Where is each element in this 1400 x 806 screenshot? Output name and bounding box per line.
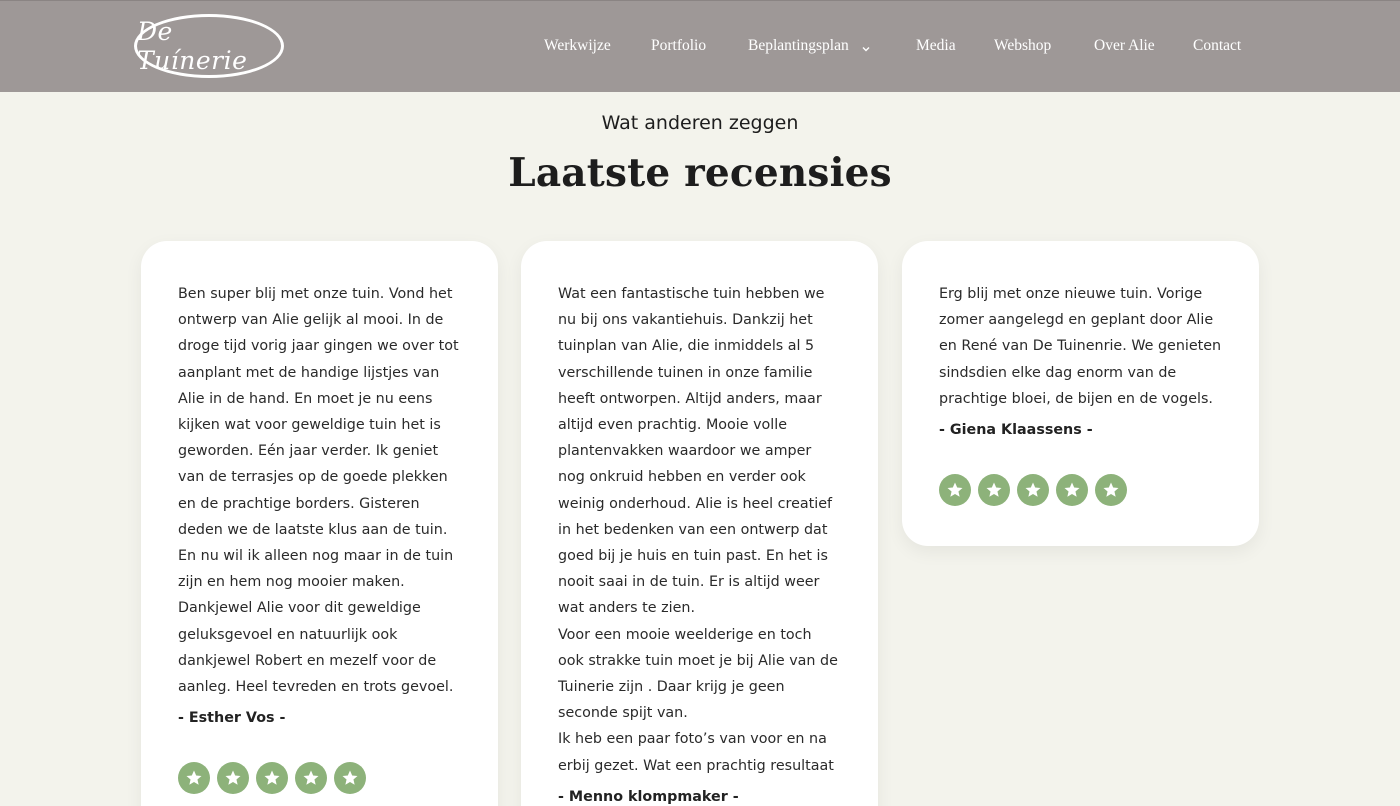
star-icon	[939, 474, 971, 506]
review-text: Erg blij met onze nieuwe tuin. Vorige zomer aangelegd en geplant door Alie en René van De Tuinenrie. We genieten sindsdien elke dag enorm van de prachtige bloei, de bijen en de vogels.	[939, 286, 1222, 407]
star-icon	[1095, 474, 1127, 506]
nav-item-portfolio[interactable]: Portfolio	[651, 37, 707, 54]
review-author: - Menno klompmaker -	[558, 788, 739, 805]
nav-item-webshop[interactable]: Webshop	[994, 37, 1052, 54]
review-card	[521, 241, 878, 806]
review-card	[141, 241, 498, 806]
section-title: Laatste recensies	[508, 150, 892, 196]
logo-text: De Tuínerie	[137, 17, 248, 75]
review-card	[902, 241, 1259, 546]
star-icon	[295, 762, 327, 794]
nav-item-beplantingsplan-label: Beplantingsplan	[748, 37, 849, 54]
star-icon	[256, 762, 288, 794]
section-eyebrow: Wat anderen zeggen	[601, 112, 799, 134]
review-text: Ben super blij met onze tuin. Vond het ontwerp van Alie gelijk al mooi. In de droge tijd vorig jaar gingen we over tot aanplant met de handige lijstjes van Alie in de hand. En moet je nu eens kijken wat voor geweldige tuin het is geworden. Eén jaar verder. Ik geniet van de terrasjes op de goede plekken en de prachtige borders. Gisteren deden we de laatste klus aan de tuin. En nu wil ik alleen nog maar in de tuin zijn en hem nog mooier maken. Dankjewel Alie voor dit geweldige geluksgevoel en natuurlijk ook dankjewel Robert en mezelf voor de aanleg. Heel tevreden en trots gevoel.	[178, 286, 459, 696]
nav-item-media[interactable]: Media	[916, 37, 956, 54]
nav-item-contact[interactable]: Contact	[1193, 37, 1242, 54]
nav-item-beplantingsplan[interactable]	[748, 37, 871, 55]
star-icon	[1017, 474, 1049, 506]
star-rating	[178, 762, 461, 794]
star-icon	[334, 762, 366, 794]
star-icon	[1056, 474, 1088, 506]
chevron-down-icon[interactable]	[861, 41, 871, 51]
review-author: - Esther Vos -	[178, 710, 286, 727]
nav-item-werkwijze[interactable]: Werkwijze	[544, 37, 611, 54]
review-author: - Giena Klaassens -	[939, 422, 1093, 439]
star-rating	[939, 474, 1222, 506]
star-icon	[978, 474, 1010, 506]
main-nav	[0, 37, 1400, 57]
site-header	[0, 0, 1400, 92]
star-icon	[178, 762, 210, 794]
review-text: Wat een fantastische tuin hebben we nu bij ons vakantiehuis. Dankzij het tuinplan van Alie, die inmiddels al 5 verschillende tuinen in onze familie heeft ontworpen. Altijd anders, maar altijd even prachtig. Mooie volle plantenvakken waardoor we amper nog onkruid hebben en verder ook weinig onderhoud. Alie is heel creatief in het bedenken van een ontwerp dat goed bij je huis en tuin past. En het is nooit saai in de tuin. Er is altijd weer wat anders te zien. Voor een mooie weelderige en toch ook strakke tuin moet je bij Alie van de Tuinerie zijn . Daar krijg je geen seconde spijt van. Ik heb een paar foto’s van voor en na erbij gezet. Wat een prachtig resultaat	[558, 286, 838, 774]
star-icon	[217, 762, 249, 794]
nav-item-over-alie[interactable]: Over Alie	[1094, 37, 1155, 54]
